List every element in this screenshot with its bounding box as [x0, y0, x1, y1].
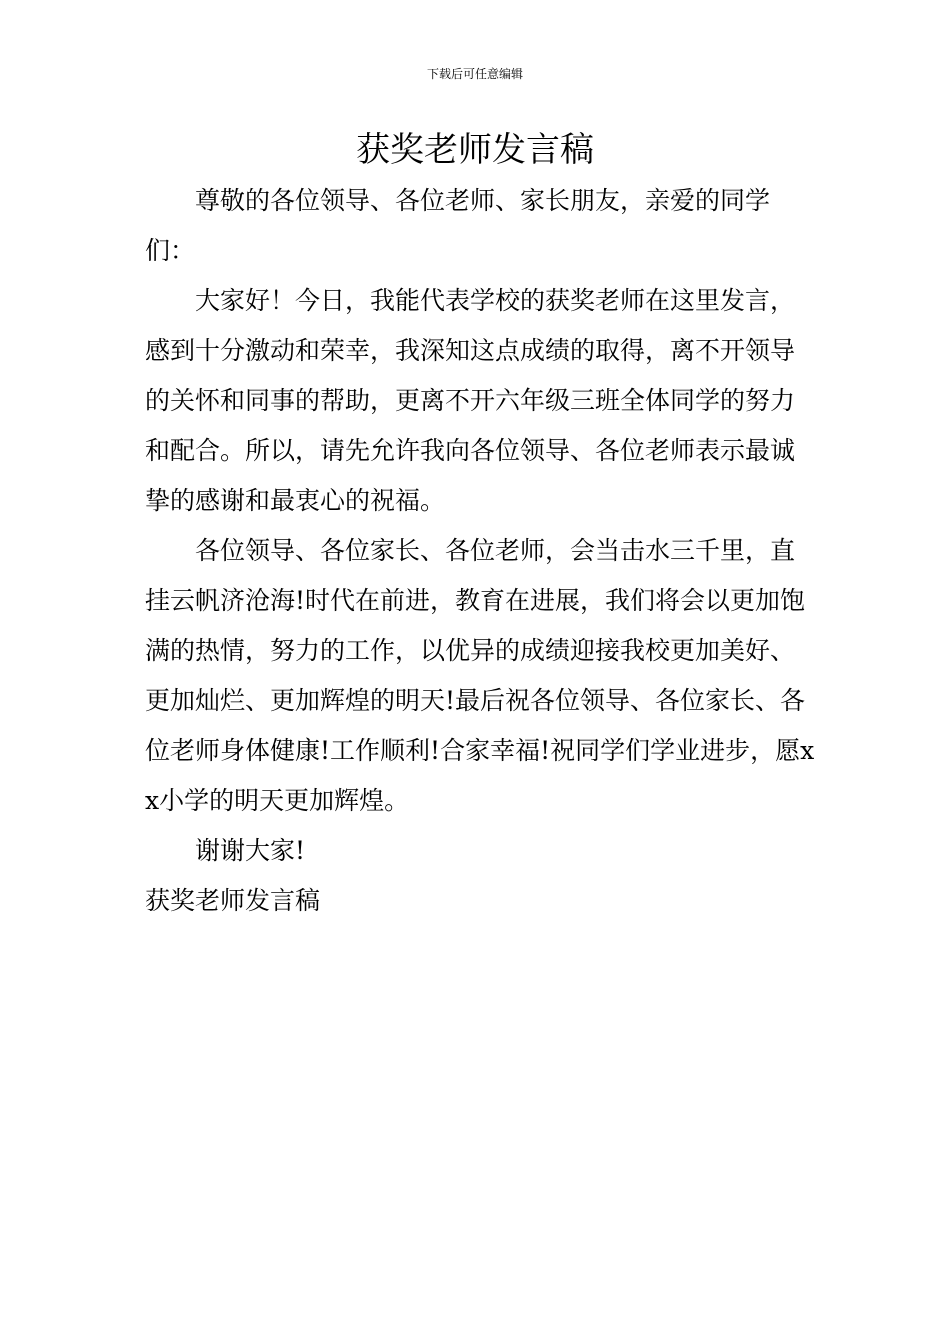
paragraph-thanks: 谢谢大家! — [195, 836, 306, 865]
paragraph-wishes: 各位领导、各位家长、各位老师，会当击水三千里，直挂云帆济沧海!时代在前进，教育在进展，我们将会以更加饱满的热情，努力的工作，以优异的成绩迎接我校更加美好、更加灿烂、更加辉煌的明天!最后祝各位领导、各位家长、各位老师身体健康!工作顺利!合家幸福!祝同学们学业进步，愿xx小学的明天更加辉煌。 — [145, 536, 815, 815]
document-body — [145, 176, 815, 926]
paragraph-greeting: 大家好！今日，我能代表学校的获奖老师在这里发言，感到十分激动和荣幸，我深知这点成绩的取得，离不开领导的关怀和同事的帮助，更离不开六年级三班全体同学的努力和配合。所以，请先允许我向各位领导、各位老师表示最诚挚的感谢和最衷心的祝福。 — [145, 286, 796, 515]
header-note: 下载后可任意编辑 — [426, 67, 523, 81]
footer-title: 获奖老师发言稿 — [145, 886, 321, 915]
paragraph-salutation: 尊敬的各位领导、各位老师、家长朋友，亲爱的同学们： — [145, 186, 771, 265]
page-title: 获奖老师发言稿 — [356, 130, 594, 170]
